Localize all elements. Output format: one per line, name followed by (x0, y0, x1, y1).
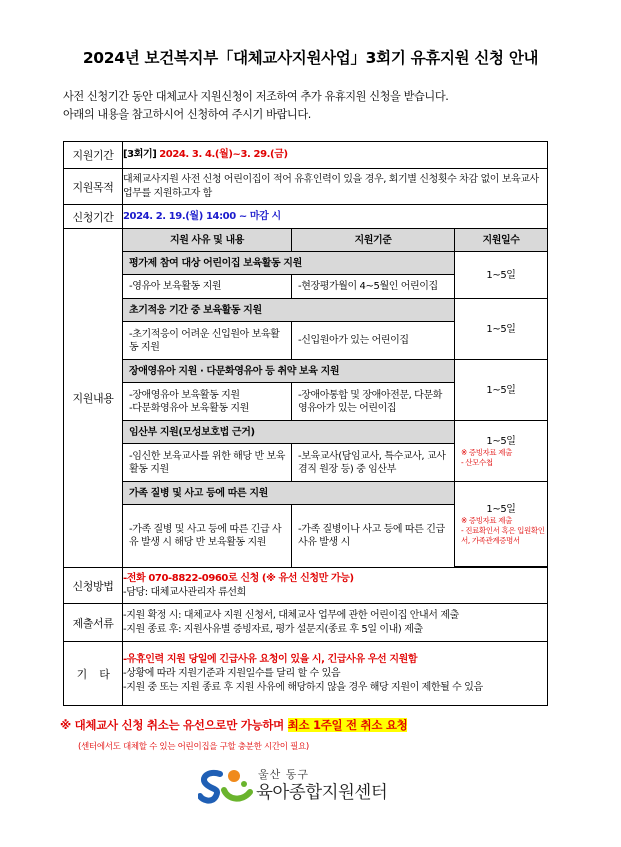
section-heading-row (123, 252, 547, 275)
section-detail: -장애영유아 보육활동 지원 -다문화영유아 보육활동 지원 (123, 383, 292, 421)
section-days: 1~5일 (486, 435, 516, 447)
section-detail: -영유아 보육활동 지원 (123, 275, 292, 299)
method-label: 신청방법 (64, 568, 123, 604)
method-phone: -전화 070-8822-0960로 신청 (※ 유선 신청만 가능) (123, 572, 354, 584)
section-days: 1~5일 (486, 323, 516, 335)
purpose-label: 지원목적 (64, 169, 123, 205)
section-days-cell (455, 360, 548, 421)
section-heading-row (123, 482, 547, 505)
content-cell (123, 229, 548, 568)
content-header-row (123, 229, 547, 252)
center-logo-name: 육아종합지원센터 (256, 783, 388, 803)
section-heading-row (123, 360, 547, 383)
period-dates: 2024. 3. 4.(월)~3. 29.(금) (159, 149, 288, 160)
section-days-cell (455, 252, 548, 299)
section-detail: -초기적응이 어려운 신입원아 보육활동 지원 (123, 322, 292, 360)
section-heading-row (123, 299, 547, 322)
period-value (123, 142, 548, 169)
section-criteria: -보육교사(담임교사, 특수교사, 교사겸직 원장 등) 중 임산부 (292, 444, 455, 482)
section-criteria: -가족 질병이나 사고 등에 따른 긴급 사유 발생 시 (292, 505, 455, 567)
section-heading: 장애영유아 지원 · 다문화영유아 등 취약 보육 지원 (123, 360, 455, 383)
content-header-reason: 지원 사유 및 내용 (123, 229, 292, 252)
documents-label: 제출서류 (64, 604, 123, 642)
content-label: 지원내용 (64, 229, 123, 568)
method-value (123, 568, 548, 604)
center-logo (198, 766, 428, 806)
period-prefix: [3회기] (123, 149, 157, 160)
section-heading: 초기적응 기간 중 보육활동 지원 (123, 299, 455, 322)
section-detail: -가족 질병 및 사고 등에 따른 긴급 사유 발생 시 해당 반 보육활동 지원 (123, 505, 292, 567)
page-title: 2024년 보건복지부「대체교사지원사업」3회기 유휴지원 신청 안내 (82, 49, 539, 67)
purpose-value: 대체교사지원 사전 신청 어린이집이 적어 유휴인력이 있을 경우, 회기별 신청횟수 차감 없이 보육교사 업무를 지원하고자 함 (123, 169, 548, 205)
section-days-cell (455, 482, 548, 567)
etc-line-3: -지원 중 또는 지원 종료 후 지원 사유에 해당하지 않을 경우 해당 지원이 제한될 수 있음 (123, 681, 483, 693)
cancel-notice (60, 717, 407, 733)
section-criteria: -장애아통합 및 장애아전문, 다문화 영유아가 있는 어린이집 (292, 383, 455, 421)
etc-label: 기 타 (64, 642, 123, 706)
section-days: 1~5일 (486, 503, 516, 515)
apply-period-value: 2024. 2. 19.(월) 14:00 ~ 마감 시 (123, 205, 548, 229)
intro-line-2: 아래의 내용을 참고하시어 신청하여 주시기 바랍니다. (63, 108, 311, 121)
section-days-note: ※ 증빙자료 제출 - 산모수첩 (461, 447, 512, 467)
section-days-note: ※ 증빙자료 제출 - 진료확인서 혹은 입원확인서, 가족관계증명서 (461, 515, 545, 545)
intro-line-1: 사전 신청기간 동안 대체교사 지원신청이 저조하여 추가 유휴지원 신청을 받습니다. (63, 90, 449, 103)
cancel-notice-sub: (센터에서도 대체할 수 있는 어린이집을 구할 충분한 시간이 필요) (78, 742, 309, 752)
section-detail: -임신한 보육교사를 위한 해당 반 보육활동 지원 (123, 444, 292, 482)
method-manager: -담당: 대체교사관리자 류선희 (123, 586, 246, 598)
etc-value (123, 642, 548, 706)
apply-period-label: 신청기간 (64, 205, 123, 229)
etc-line-2: -상황에 따라 지원기준과 지원일수를 달리 할 수 있음 (123, 667, 341, 679)
cancel-notice-text: ※ 대체교사 신청 취소는 유선으로만 가능하며 (60, 718, 288, 732)
section-heading-row (123, 421, 547, 444)
documents-line-1: -지원 확정 시: 대체교사 지원 신청서, 대체교사 업무에 관한 어린이집 안내서 제출 (123, 609, 459, 621)
section-criteria: -신입원아가 있는 어린이집 (292, 322, 455, 360)
content-header-criteria: 지원기준 (292, 229, 455, 252)
section-heading: 평가제 참여 대상 어린이집 보육활동 지원 (123, 252, 455, 275)
section-days-cell (455, 421, 548, 482)
section-criteria: -현장평가월이 4~5월인 어린이집 (292, 275, 455, 299)
content-header-days: 지원일수 (455, 229, 548, 252)
documents-line-2: -지원 종료 후: 지원사유별 증빙자료, 평가 설문지(종료 후 5일 이내) 제출 (123, 623, 423, 635)
documents-value (123, 604, 548, 642)
section-heading: 가족 질병 및 사고 등에 따른 지원 (123, 482, 455, 505)
etc-line-1: -유휴인력 지원 당일에 긴급사유 요청이 있을 시, 긴급사유 우선 지원함 (123, 653, 418, 665)
cancel-notice-highlight: 최소 1주일 전 취소 요청 (287, 718, 408, 732)
section-days: 1~5일 (486, 384, 516, 396)
center-logo-icon (198, 766, 254, 806)
intro-text (63, 88, 448, 124)
section-heading: 임산부 지원(모성보호법 근거) (123, 421, 455, 444)
info-table (63, 141, 548, 706)
section-days: 1~5일 (486, 269, 516, 281)
section-days-cell (455, 299, 548, 360)
period-label: 지원기간 (64, 142, 123, 169)
center-logo-district: 울산 동구 (258, 768, 310, 781)
content-table (123, 229, 547, 567)
